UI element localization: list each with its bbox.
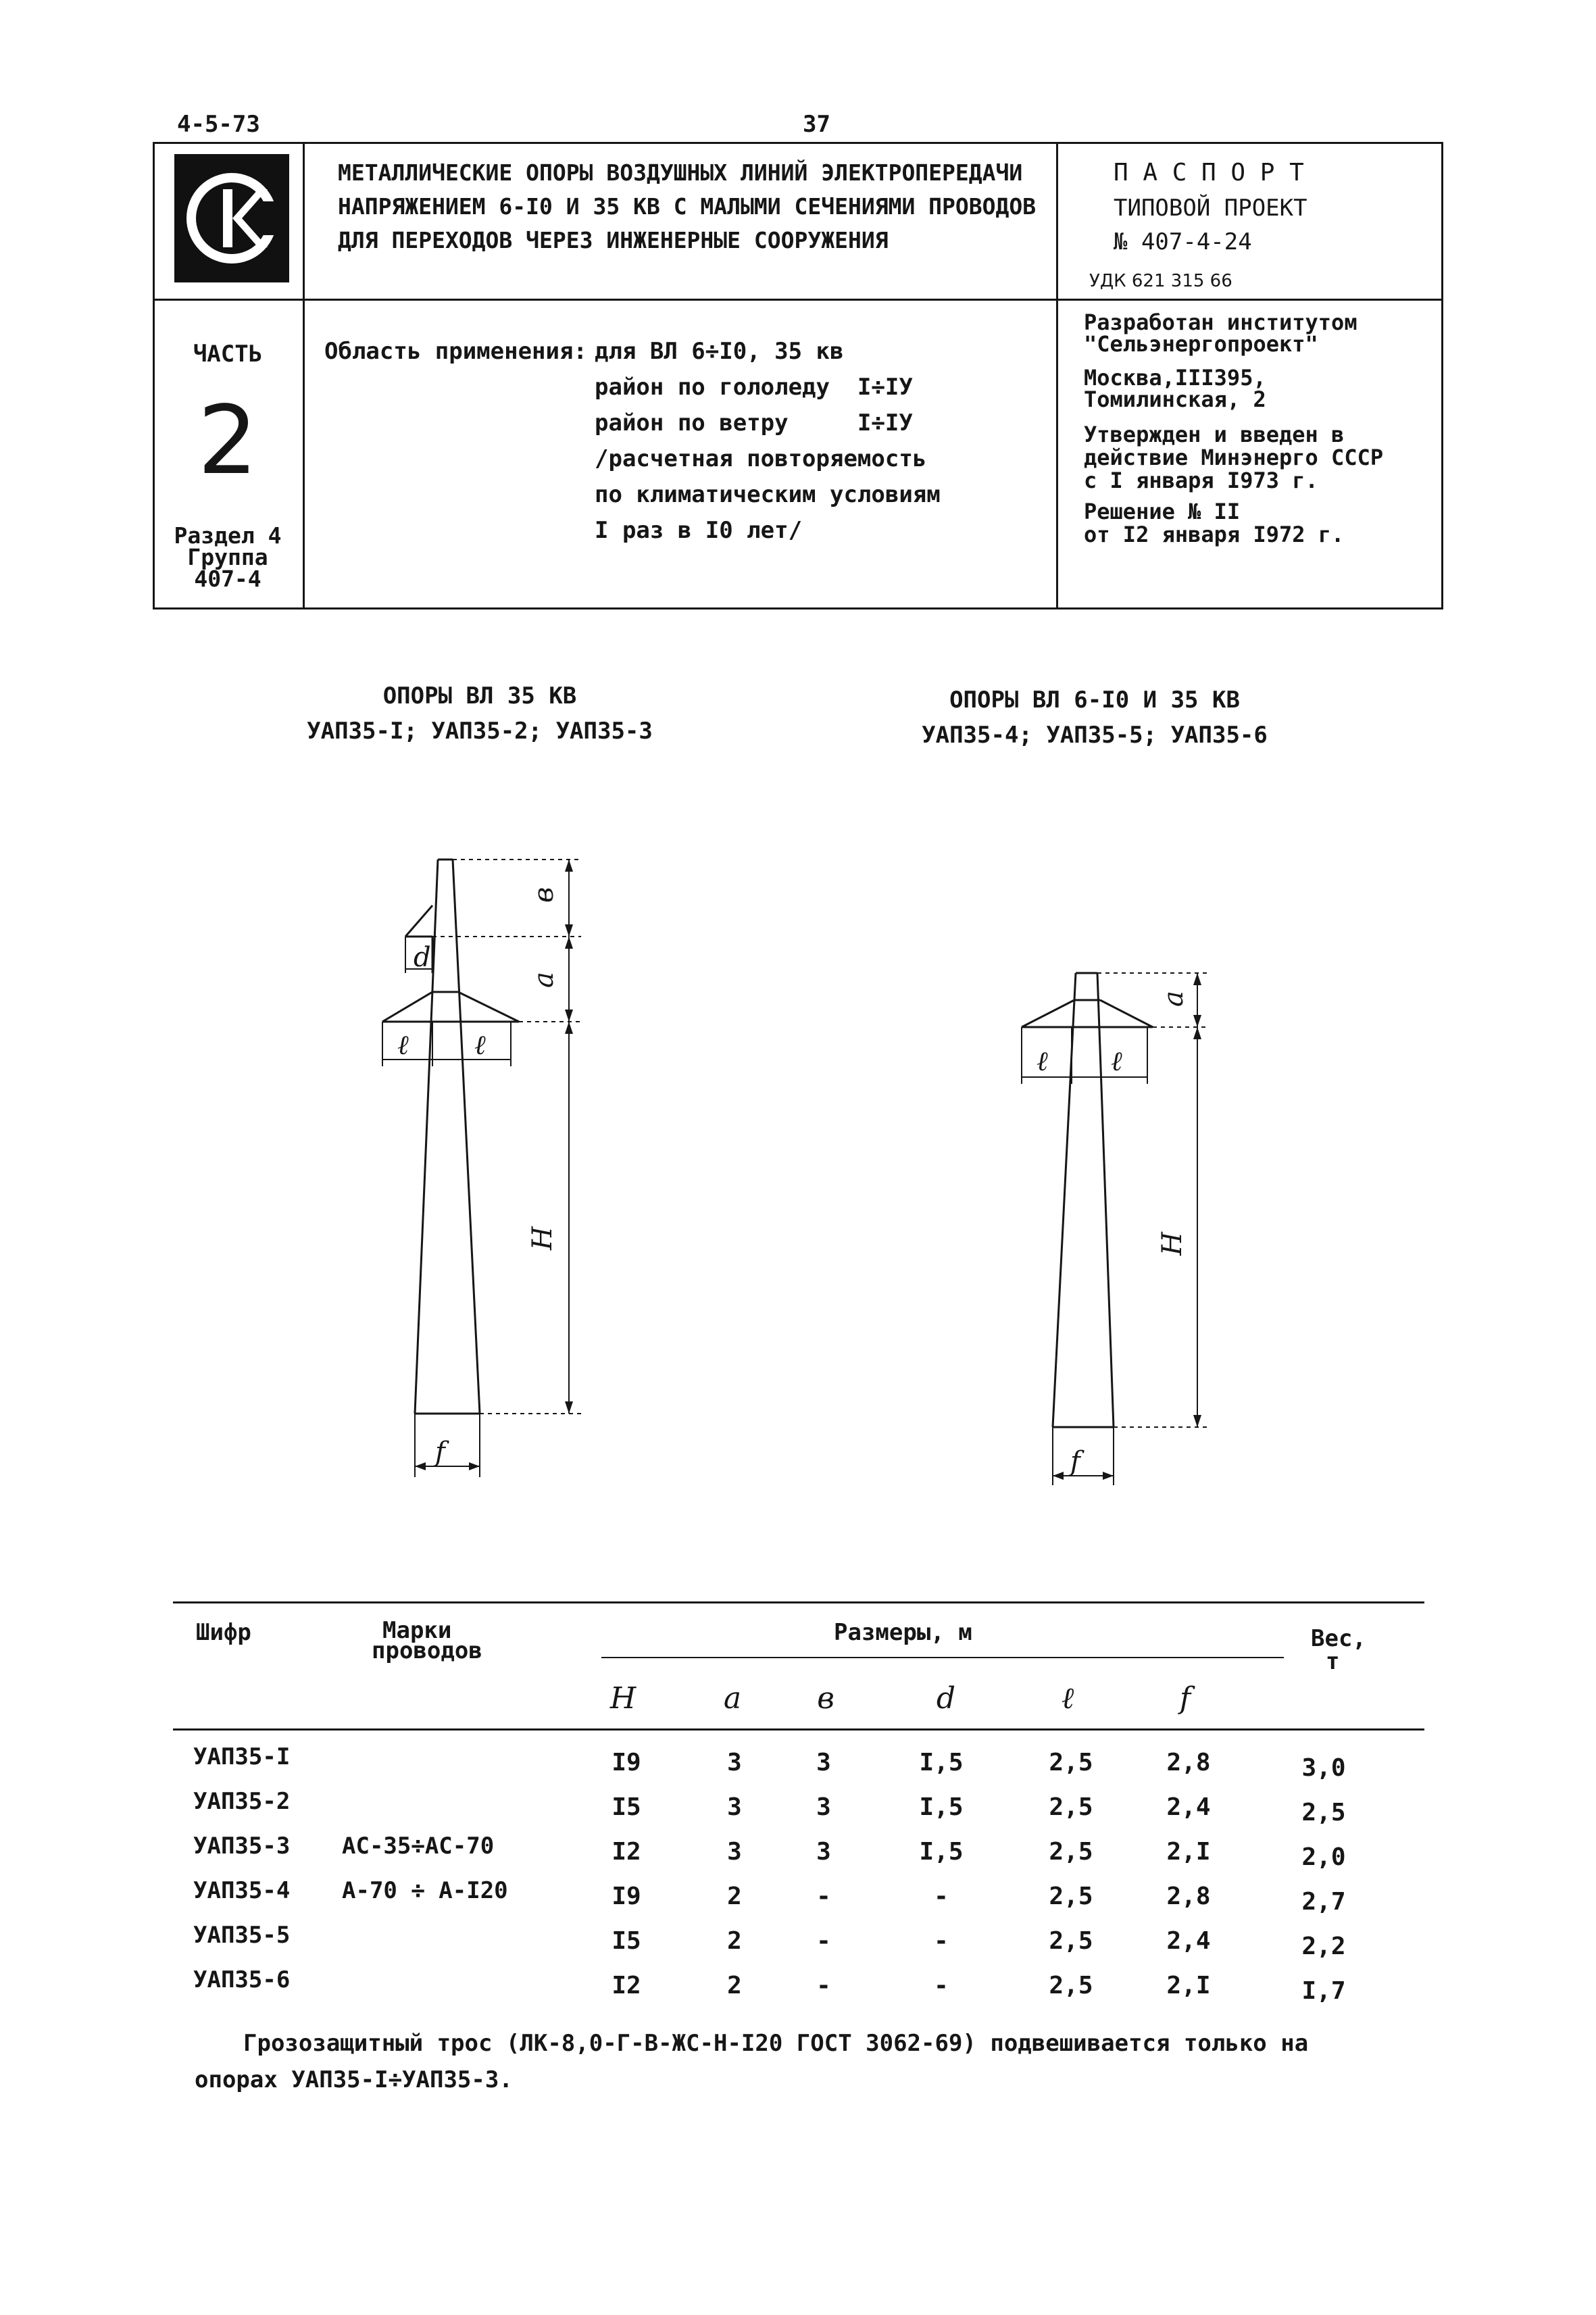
udk-code: УДК 621 315 66 [1089,271,1232,291]
table-cell-b: - [816,1883,831,1910]
table-cell-wire: А-70 ÷ А-I20 [342,1877,508,1904]
sub-header-a: a [723,1681,742,1716]
table-cell-b: - [816,1972,831,1999]
table-cell-d: - [934,1883,949,1910]
application-line-5: по климатическим условиям [595,481,941,508]
table-cell-H: I2 [612,1838,641,1866]
right-dim-h: H [1157,1232,1188,1255]
table-cell-f: 2,4 [1166,1793,1211,1821]
table-cell-f: 2,8 [1166,1883,1211,1910]
table-header-rule [173,1728,1424,1731]
developer-line-8: Решение № II [1084,499,1241,524]
table-cell-w: 2,2 [1301,1933,1346,1960]
application-line-3: район по ветру I÷IУ [595,409,913,437]
right-dim-l1: ℓ [1037,1046,1048,1077]
table-cell-a: 3 [727,1793,742,1821]
developer-line-4: Томилинская, 2 [1084,387,1266,412]
developer-line-5: Утвержден и введен в [1084,422,1345,447]
group-number: 407-4 [194,566,261,592]
table-cell-d: I,5 [919,1838,964,1866]
table-cell-code: УАП35-I [193,1743,291,1770]
table-cell-f: 2,4 [1166,1927,1211,1955]
col-wire-1: Марки [382,1617,452,1644]
application-line-1: для ВЛ 6÷I0, 35 кв [595,338,844,365]
section-label: Раздел 4 [174,522,282,549]
table-cell-f: 2,I [1166,1838,1211,1866]
project-number: № 407-4-24 [1114,228,1252,255]
sub-header-b: в [817,1681,834,1716]
table-cell-code: УАП35-3 [193,1833,291,1860]
table-cell-w: I,7 [1301,1977,1346,2005]
left-drawing-subtitle: УАП35-I; УАП35-2; УАП35-3 [307,718,653,745]
table-cell-d: I,5 [919,1793,964,1821]
doc-code: 4-5-73 [177,111,260,138]
part-label: ЧАСТЬ [193,341,263,368]
table-cell-l: 2,5 [1049,1972,1093,1999]
table-top-rule [173,1601,1424,1603]
passport-label: П А С П О Р Т [1114,159,1304,186]
left-drawing-title: ОПОРЫ ВЛ 35 КВ [382,682,577,710]
table-cell-b: 3 [816,1838,831,1866]
developer-line-9: от I2 января I972 г. [1084,522,1345,547]
developer-line-2: "Сельэнергопроект" [1084,331,1318,357]
title-line-1: МЕТАЛЛИЧЕСКИЕ ОПОРЫ ВОЗДУШНЫХ ЛИНИЙ ЭЛЕКТРОПЕРЕДАЧИ [338,159,1023,186]
table-cell-H: I9 [612,1883,641,1910]
table-cell-a: 3 [727,1838,742,1866]
table-cell-H: I2 [612,1972,641,1999]
table-cell-wire: АС-35÷АС-70 [342,1833,495,1860]
table-cell-code: УАП35-6 [193,1966,291,1993]
left-dim-l2: ℓ [474,1030,486,1061]
table-cell-b: 3 [816,1749,831,1776]
sub-header-l: ℓ [1061,1681,1074,1716]
right-dim-f: f [1070,1446,1080,1477]
project-type: ТИПОВОЙ ПРОЕКТ [1114,195,1307,222]
sub-header-f: f [1179,1681,1191,1716]
table-cell-a: 2 [727,1972,742,1999]
left-dim-b: в [528,887,559,903]
right-dim-l2: ℓ [1111,1046,1122,1077]
table-cell-code: УАП35-4 [193,1877,291,1904]
table-cell-H: I5 [612,1793,641,1821]
table-cell-w: 3,0 [1301,1754,1346,1782]
table-cell-l: 2,5 [1049,1793,1093,1821]
sub-header-d: d [936,1681,956,1716]
application-line-6: I раз в I0 лет/ [595,517,803,544]
table-cell-l: 2,5 [1049,1838,1093,1866]
application-label: Область применения: [324,338,587,365]
left-dim-d: d [414,942,431,973]
developer-line-1: Разработан институтом [1084,309,1357,335]
table-cell-code: УАП35-2 [193,1788,291,1815]
left-dim-h: H [527,1226,558,1250]
sub-header-h: H [609,1681,637,1716]
table-cell-w: 2,5 [1301,1799,1346,1826]
right-drawing-title: ОПОРЫ ВЛ 6-I0 И 35 КВ [949,687,1240,714]
col-wire-2: проводов [372,1637,482,1664]
left-dim-f: f [435,1437,445,1468]
table-sub-rule [601,1657,1284,1658]
title-line-2: НАПРЯЖЕНИЕМ 6-I0 И 35 КВ С МАЛЫМИ СЕЧЕНИЯМИ ПРОВОДОВ [338,193,1037,220]
table-cell-w: 2,0 [1301,1843,1346,1871]
group-label: Группа [187,544,268,570]
table-cell-a: 2 [727,1927,742,1955]
table-cell-a: 2 [727,1883,742,1910]
table-cell-l: 2,5 [1049,1883,1093,1910]
application-line-4: /расчетная повторяемость [595,445,927,472]
page-number: 37 [803,111,830,138]
note-line-1: Грозозащитный трос (ЛК-8,0-Г-В-ЖС-Н-I20 ГОСТ 3062-69) подвешивается только на [243,2030,1309,2057]
right-drawing-subtitle: УАП35-4; УАП35-5; УАП35-6 [922,722,1268,749]
table-cell-H: I9 [612,1749,641,1776]
table-cell-b: 3 [816,1793,831,1821]
application-line-2: район по гололеду I÷IУ [595,374,913,401]
table-cell-l: 2,5 [1049,1927,1093,1955]
left-dim-l1: ℓ [397,1030,409,1061]
table-cell-b: - [816,1927,831,1955]
col-weight-1: Вес, [1311,1625,1366,1652]
left-tower-drawing [382,860,581,1477]
part-number: 2 [197,386,258,496]
left-dim-a: a [528,972,559,988]
developer-line-7: с I января I973 г. [1084,468,1318,493]
table-cell-code: УАП35-5 [193,1922,291,1949]
table-cell-H: I5 [612,1927,641,1955]
table-cell-w: 2,7 [1301,1888,1346,1916]
col-weight-2: т [1326,1648,1340,1675]
col-sizes: Размеры, м [834,1619,972,1646]
table-cell-d: I,5 [919,1749,964,1776]
note-line-2: опорах УАП35-I÷УАП35-3. [195,2066,513,2093]
developer-line-3: Москва,III395, [1084,365,1266,391]
title-line-3: ДЛЯ ПЕРЕХОДОВ ЧЕРЕЗ ИНЖЕНЕРНЫЕ СООРУЖЕНИЯ [338,227,889,253]
table-cell-f: 2,I [1166,1972,1211,1999]
right-dim-a: a [1158,991,1189,1007]
table-cell-d: - [934,1927,949,1955]
col-code: Шифр [196,1619,251,1646]
table-cell-a: 3 [727,1749,742,1776]
table-cell-f: 2,8 [1166,1749,1211,1776]
table-cell-d: - [934,1972,949,1999]
table-cell-l: 2,5 [1049,1749,1093,1776]
developer-line-6: действие Минэнерго СССР [1084,445,1384,470]
